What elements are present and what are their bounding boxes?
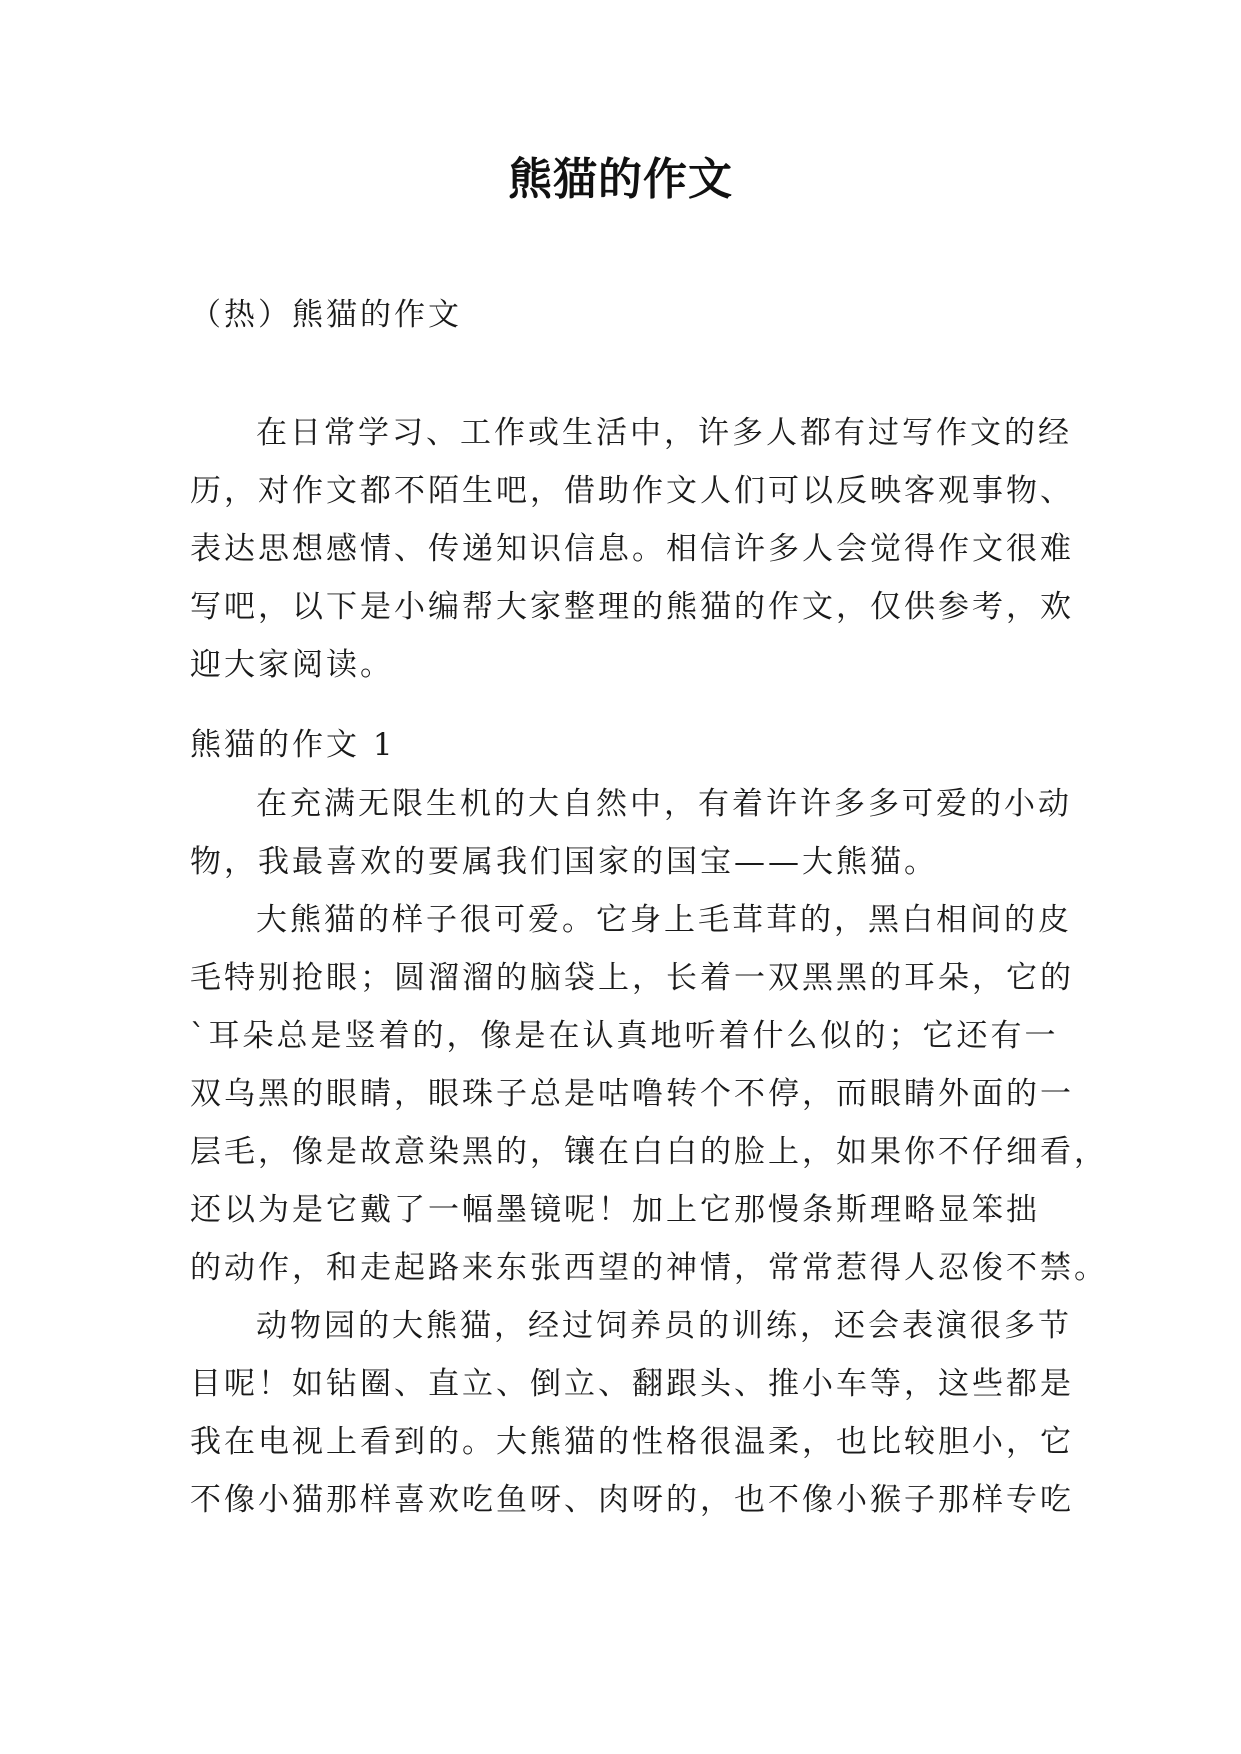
essay-line: `耳朵总是竖着的，像是在认真地听着什么似的；它还有一 (190, 1018, 1059, 1054)
essay-line: 的动作，和走起路来东张西望的神情，常常惹得人忍俊不禁。 (190, 1250, 1108, 1286)
essay-line: 动物园的大熊猫，经过饲养员的训练，还会表演很多节 (256, 1308, 1072, 1344)
intro-line: 历，对作文都不陌生吧，借助作文人们可以反映客观事物、 (190, 473, 1074, 509)
essay-line: 大熊猫的样子很可爱。它身上毛茸茸的，黑白相间的皮 (256, 902, 1072, 938)
essay-line: 层毛，像是故意染黑的，镶在白白的脸上，如果你不仔细看， (190, 1134, 1108, 1170)
essay-line: 还以为是它戴了一幅墨镜呢！加上它那慢条斯理略显笨拙 (190, 1192, 1040, 1228)
essay-line: 毛特别抢眼；圆溜溜的脑袋上，长着一双黑黑的耳朵，它的 (190, 960, 1074, 996)
document-subtitle: （热）熊猫的作文 (190, 297, 462, 333)
intro-paragraph (190, 404, 1074, 694)
essay-line: 目呢！如钻圈、直立、倒立、翻跟头、推小车等，这些都是 (190, 1366, 1074, 1402)
intro-line: 迎大家阅读。 (190, 647, 394, 683)
essay-line: 我在电视上看到的。大熊猫的性格很温柔，也比较胆小，它 (190, 1424, 1074, 1460)
essay-body (190, 775, 1108, 1529)
section-heading: 熊猫的作文 1 (190, 727, 396, 763)
essay-line: 物，我最喜欢的要属我们国家的国宝——大熊猫。 (190, 844, 938, 880)
intro-line: 在日常学习、工作或生活中，许多人都有过写作文的经 (256, 415, 1072, 451)
intro-line: 写吧，以下是小编帮大家整理的熊猫的作文，仅供参考，欢 (190, 589, 1074, 625)
document-title: 熊猫的作文 (508, 154, 733, 205)
essay-line: 双乌黑的眼睛，眼珠子总是咕噜转个不停，而眼睛外面的一 (190, 1076, 1074, 1112)
intro-line: 表达思想感情、传递知识信息。相信许多人会觉得作文很难 (190, 531, 1074, 567)
essay-line: 不像小猫那样喜欢吃鱼呀、肉呀的，也不像小猴子那样专吃 (190, 1482, 1074, 1518)
essay-line: 在充满无限生机的大自然中，有着许许多多可爱的小动 (256, 786, 1072, 822)
